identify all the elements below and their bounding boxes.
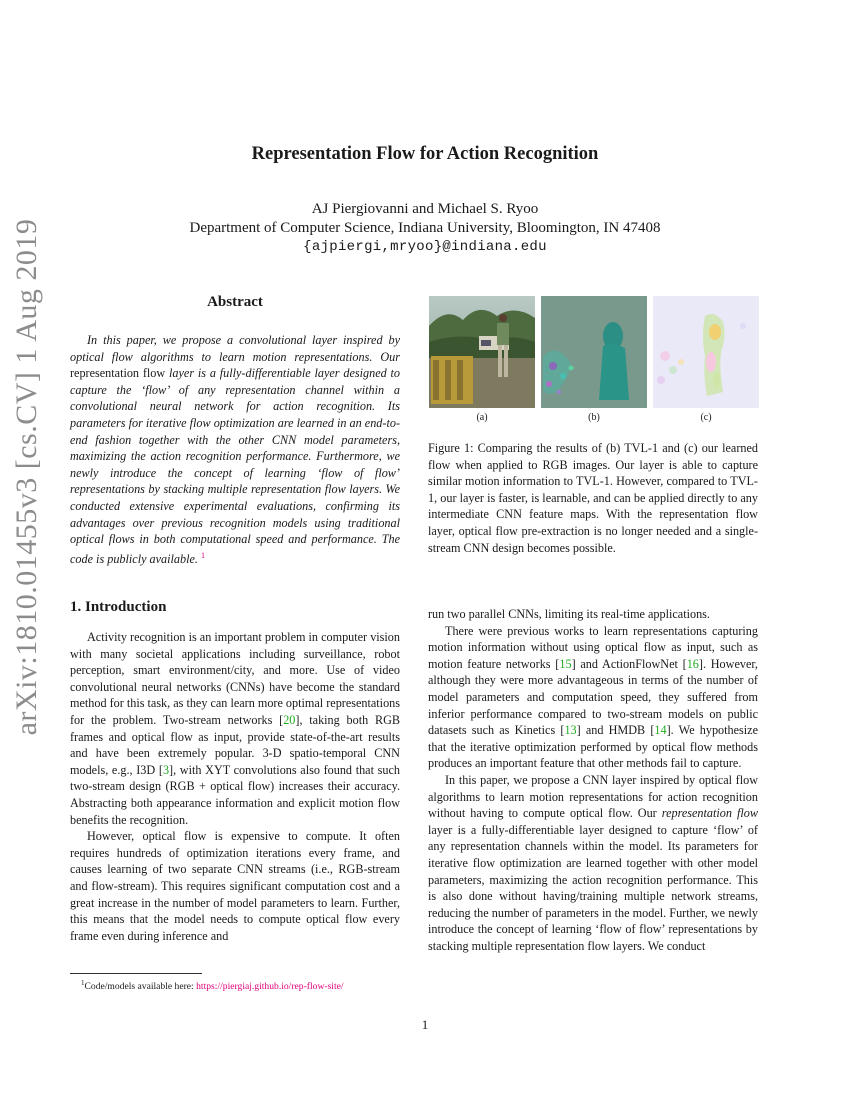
intro-paragraph-4: In this paper, we propose a CNN layer inspired by optical flow algorithms to learn motion representations for action recognition without having to compute optical flow. Our representation flow layer is a fully-differentiable layer designed to capture ‘flow’ of any representation channels within the model. Its parameters for iterative flow optimization are learned together with other model parameters, maximizing the action recognition performance. This is also done without having/training multiple network streams, reducing the number of parameters in the model. Further, we newly introduce the concept of learning ‘flow of flow’ representations by stacking multiple representation flow layers. We conduct bbox=[428, 772, 758, 953]
abstract-text-2: layer is a fully-differentiable layer designed to capture the ‘flow’ of any representation channel within a convolutional neural network for action recognition. Its parameters for iterative flow optimization are learned in an end-to-end fashion together with the other CNN model parameters, maximizing the action recognition performance. Furthermore, we newly introduce the concept of learning ‘flow of flow’ representations by stacking multiple representation flow layers. We conducted extensive experimental evaluations, confirming its advantages over previous recognition models using traditional optical flows in both computational speed and performance. The code is publicly available. bbox=[70, 366, 400, 566]
citation-link[interactable]: 3 bbox=[162, 762, 170, 777]
emphasis-term: representation flow bbox=[661, 806, 758, 821]
figure-panel-label: (b) bbox=[588, 412, 600, 423]
footnote-mark: 1 bbox=[81, 979, 85, 987]
figure-panel-learned-flow bbox=[653, 296, 759, 408]
footnote-text: Code/models available here: bbox=[84, 981, 197, 993]
intro-paragraph-cont: run two parallel CNNs, limiting its real-time applications. bbox=[428, 607, 710, 621]
affiliation: Department of Computer Science, Indiana University, Bloomington, IN 47408 bbox=[189, 220, 661, 236]
figure-caption: Figure 1: Comparing the results of (b) TVL-1 and (c) our learned flow when applied to RGB images. Our layer is able to capture similar motion information to TVL-1. However, compared to TVL-1, our layer is faster, is learnable, and can be applied directly to any intermediate CNN feature maps. With the representation flow layer, optical flow pre-extraction is no longer needed and a single-stream CNN design becomes possible. bbox=[428, 441, 758, 555]
page-number: 1 bbox=[421, 1017, 429, 1032]
figure-panel-tvl1-flow bbox=[541, 296, 647, 408]
intro-paragraph-3: There were previous works to learn representations capturing motion information without using optical flow as input, such as motion feature networks [15] and ActionFlowNet [16]. However, although they were more advantageous in terms of the number of model parameters and computation speed, they suffered from inferior performance compared to two-stream models on public datasets such as Kinetics [13] and HMDB [14]. We hypothesize that the iterative optimization performed by optical flow methods produces an important feature that other methods fail to capture. bbox=[428, 623, 758, 771]
arxiv-stamp bbox=[2, 218, 52, 736]
abstract-body bbox=[70, 332, 400, 567]
citation-link[interactable]: 13 bbox=[564, 723, 577, 738]
figure-panel-label: (a) bbox=[476, 412, 488, 423]
footnote-rule bbox=[70, 973, 202, 974]
paper-title: Representation Flow for Action Recognition bbox=[251, 144, 599, 164]
section-heading-introduction: 1. Introduction bbox=[70, 599, 167, 615]
author-block bbox=[0, 200, 850, 257]
footnote bbox=[70, 977, 410, 993]
intro-left-column bbox=[70, 629, 400, 944]
figure-panel-label: (c) bbox=[700, 412, 712, 423]
email: {ajpiergi,mryoo}@indiana.edu bbox=[303, 239, 547, 255]
citation-link[interactable]: 14 bbox=[654, 723, 667, 738]
authors: AJ Piergiovanni and Michael S. Ryoo bbox=[311, 201, 539, 217]
abstract-text-1: In this paper, we propose a convolutional layer inspired by optical flow algorithms to learn motion representations. Our bbox=[70, 333, 400, 364]
arxiv-id: arXiv:1810.01455v3 [cs.CV] 1 Aug 2019 bbox=[10, 218, 43, 736]
citation-link[interactable]: 20 bbox=[283, 712, 296, 727]
citation-link[interactable]: 15 bbox=[559, 656, 572, 671]
intro-paragraph-2: However, optical flow is expensive to compute. It often requires hundreds of optimization iterations every frame, and causes learning of two separate CNN streams (i.e., RGB-stream and flow-stream). This requires significant computation cost and a great increase in the number of model parameters to learn. Further, this means that the model needs to compute optical flow every frame even during inference and bbox=[70, 829, 400, 943]
figure-panel-rgb-image bbox=[429, 296, 535, 408]
code-link[interactable]: https://piergiaj.github.io/rep-flow-site/ bbox=[196, 981, 344, 993]
abstract-heading: Abstract bbox=[207, 294, 263, 310]
citation-link[interactable]: 16 bbox=[686, 656, 699, 671]
abstract-term: representation flow bbox=[70, 366, 166, 381]
footnote-ref[interactable]: 1 bbox=[200, 550, 205, 560]
intro-right-column bbox=[428, 606, 758, 954]
intro-paragraph-1: Activity recognition is an important problem in computer vision with many societal applications including surveillance, robot perception, smart environment/city, and more. Use of video convolutional neural networks (CNNs) have become the standard method for this task, as they can learn more optimal representations for the problem. Two-stream networks [20], taking both RGB frames and optical flow as input, provide state-of-the-art results and have been extremely popular. 3-D spatio-temporal CNN models, e.g., I3D [3], with XYT convolutions also found that such two-stream design (RGB + optical flow) increases their accuracy. Abstracting both appearance information and explicit motion flow benefits the recognition. bbox=[70, 630, 401, 827]
